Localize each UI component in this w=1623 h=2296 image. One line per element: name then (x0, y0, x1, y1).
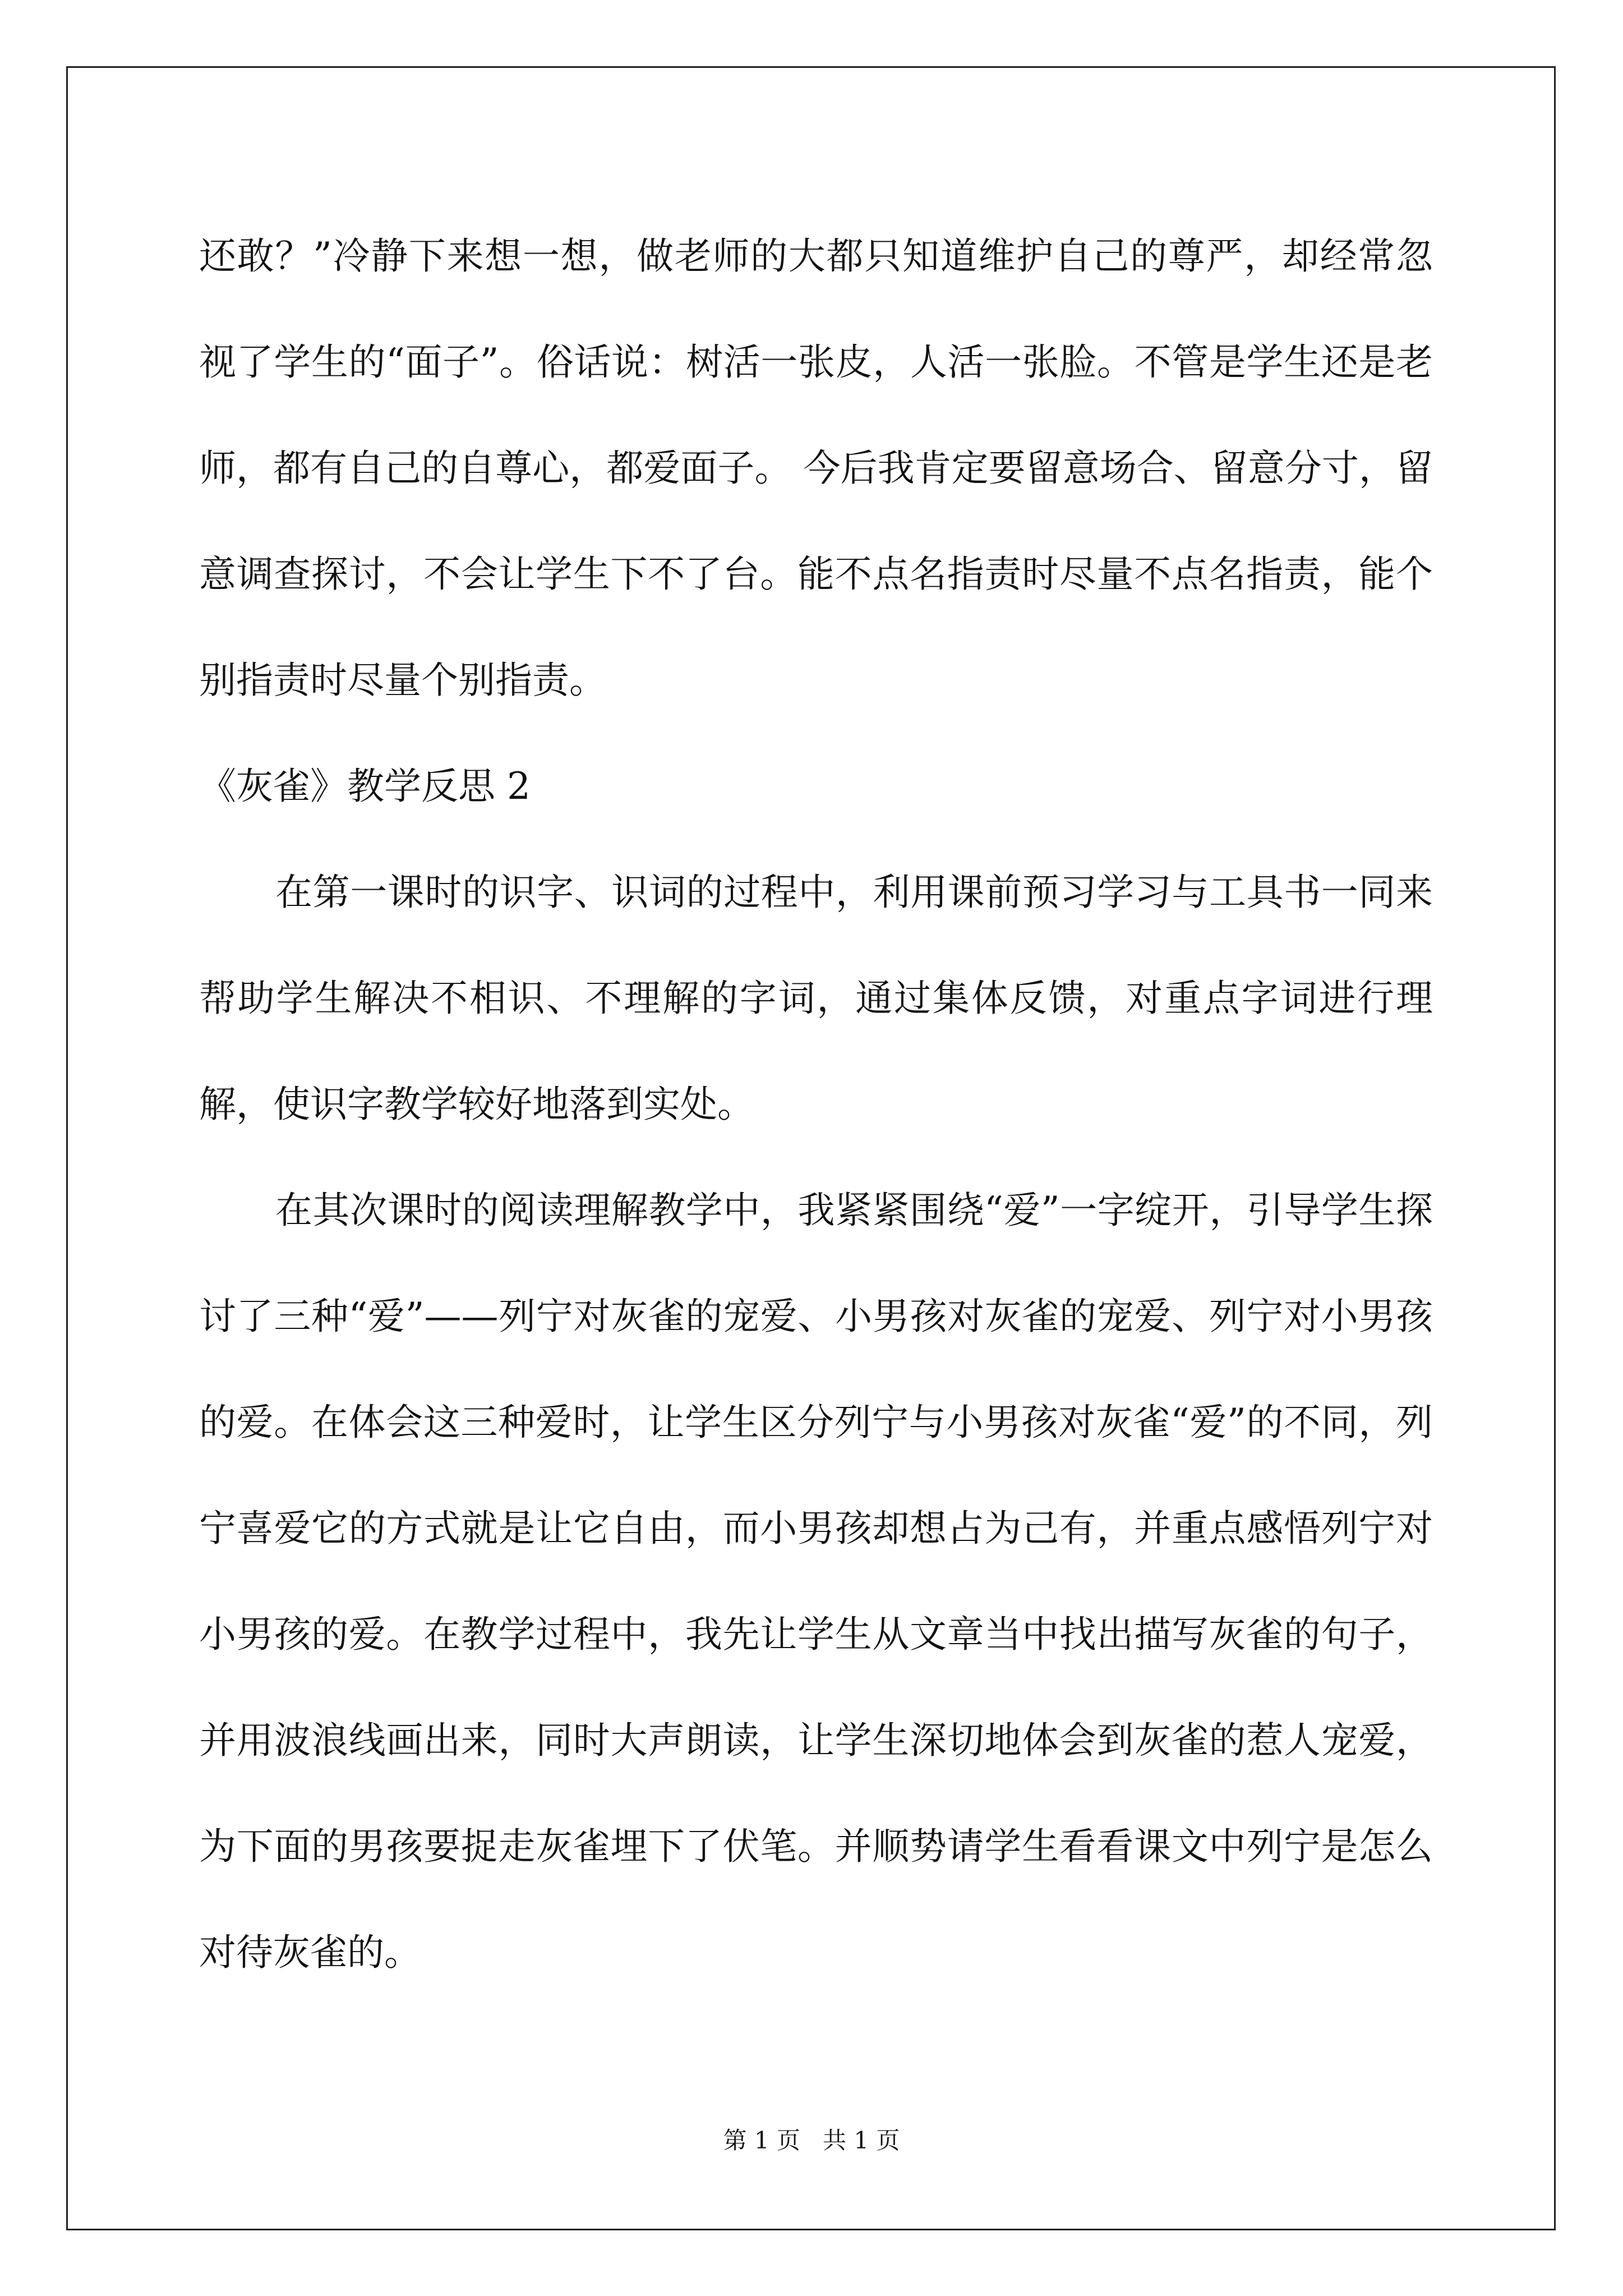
document-body (199, 203, 1433, 2005)
paragraph-reading: 在其次课时的阅读理解教学中，我紧紧围绕“爱”一字绽开，引导学生探讨了三种“爱”——列宁对灰雀的宠爱、小男孩对灰雀的宠爱、列宁对小男孩的爱。在体会这三种爱时，让学生区分列宁与小男孩对灰雀“爱”的不同，列宁喜爱它的方式就是让它自由，而小男孩却想占为己有，并重点感悟列宁对小男孩的爱。在教学过程中，我先让学生从文章当中找出描写灰雀的句子，并用波浪线画出来，同时大声朗读，让学生深切地体会到灰雀的惹人宠爱，为下面的男孩要捉走灰雀埋下了伏笔。并顺势请学生看看课文中列宁是怎么对待灰雀的。 (199, 1189, 1433, 1974)
paragraph-literacy: 在第一课时的识字、识词的过程中，利用课前预习学习与工具书一同来帮助学生解决不相识、不理解的字词，通过集体反馈，对重点字词进行理解，使识字教学较好地落到实处。 (199, 871, 1433, 1126)
page-number: 第 1 页 (723, 2127, 800, 2154)
paragraph-continuation: 还敢？”冷静下来想一想，做老师的大都只知道维护自己的尊严，却经常忽视了学生的“面子”。俗话说：树活一张皮，人活一张脸。不管是学生还是老师，都有自己的自尊心，都爱面子。 今后我肯定要留意场合、留意分寸，留意调查探讨，不会让学生下不了台。能不点名指责时尽量不点名指责，能个别指责时尽量个别指责。 (199, 234, 1433, 702)
page-footer (0, 2124, 1623, 2157)
page-total: 共 1 页 (823, 2127, 900, 2154)
section-title: 《灰雀》教学反思 2 (199, 765, 531, 808)
